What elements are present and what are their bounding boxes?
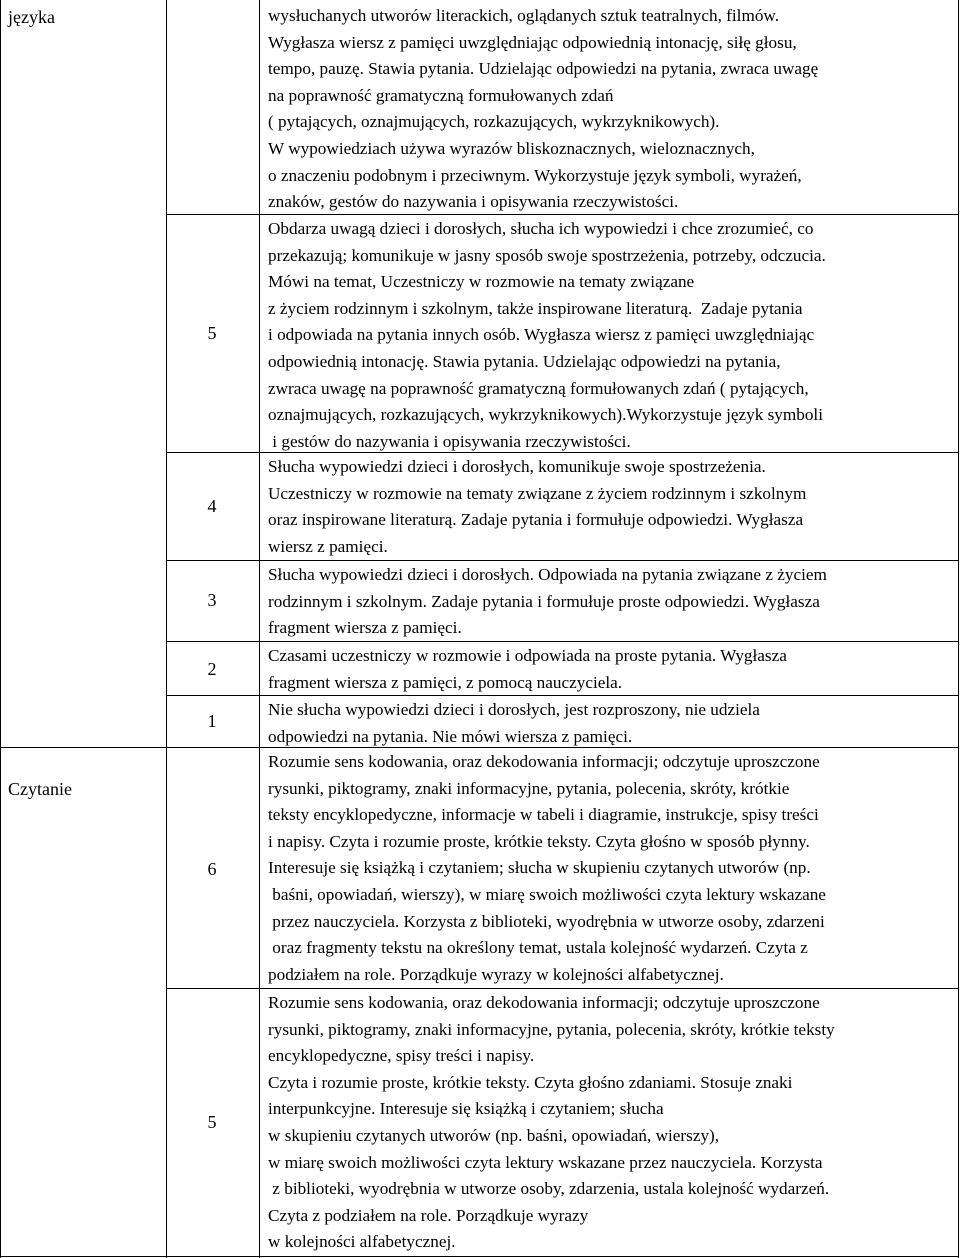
grade-cell: 2 xyxy=(207,659,217,679)
criteria-text xyxy=(268,697,958,750)
criteria-text xyxy=(268,3,958,216)
text-line: przez nauczyciela. Korzysta z biblioteki, wyodrębnia w utworze osoby, zdarzeni xyxy=(268,911,825,931)
text-line: o znaczeniu podobnym i przeciwnym. Wykorzystuje język symboli, wyrażeń, xyxy=(268,165,802,185)
text-line: tempo, pauzę. Stawia pytania. Udzielając odpowiedzi na pytania, zwraca uwagę xyxy=(268,59,819,79)
criteria-text xyxy=(268,562,958,642)
text-line: Czyta i rozumie proste, krótkie teksty. Czyta głośno zdaniami. Stosuje znaki xyxy=(268,1072,793,1092)
text-line: z życiem rodzinnym i szkolnym, także inspirowane literaturą. Zadaje pytania xyxy=(268,298,803,318)
text-line: Rozumie sens kodowania, oraz dekodowania informacji; odczytuje uproszczone xyxy=(268,993,820,1012)
text-line: oraz fragmenty tekstu na określony temat, ustala kolejność wydarzeń. Czyta z xyxy=(268,938,808,958)
text-line: teksty encyklopedyczne, informacje w tabeli i diagramie, instrukcje, spisy treści xyxy=(268,805,819,825)
text-line: w skupieniu czytanych utworów (np. baśni, opowiadań, wierszy), xyxy=(268,1125,720,1145)
text-line: Słucha wypowiedzi dzieci i dorosłych. Odpowiada na pytania związane z życiem xyxy=(268,565,827,584)
text-line: w kolejności alfabetycznej. xyxy=(268,1232,456,1252)
text-line: ( pytających, oznajmujących, rozkazujących, wykrzyknikowych). xyxy=(268,112,720,132)
text-line: wysłuchanych utworów literackich, oglądanych sztuk teatralnych, filmów. xyxy=(268,6,780,25)
text-line: i odpowiada na pytania innych osób. Wygłasza wiersz z pamięci uwzględniając xyxy=(268,325,815,345)
grade-cell: 4 xyxy=(207,496,217,516)
text-line: z biblioteki, wyodrębnia w utworze osoby, zdarzenia, ustala kolejność wydarzeń. xyxy=(268,1179,830,1199)
grade-cell: 5 xyxy=(207,1112,217,1132)
text-line: na poprawność gramatyczną formułowanych zdań xyxy=(268,85,614,105)
text-line: podziałem na role. Porządkuje wyrazy w kolejności alfabetycznej. xyxy=(268,964,724,984)
text-line: Wygłasza wiersz z pamięci uwzględniając odpowiednią intonację, siłę głosu, xyxy=(268,32,797,52)
criteria-text xyxy=(268,749,958,988)
text-line: encyklopedyczne, spisy treści i napisy. xyxy=(268,1046,535,1066)
text-line: i napisy. Czyta i rozumie proste, krótkie teksty. Czyta głośno w sposób płynny. xyxy=(268,831,810,851)
grade-cell: 1 xyxy=(207,711,217,731)
text-line: rodzinnym i szkolnym. Zadaje pytania i formułuje proste odpowiedzi. Wygłasza xyxy=(268,591,820,611)
text-line: Uczestniczy w rozmowie na tematy związane z życiem rodzinnym i szkolnym xyxy=(268,483,807,503)
criteria-text xyxy=(268,216,958,455)
text-line: przekazują; komunikuje w jasny sposób swoje spostrzeżenia, potrzeby, odczucia. xyxy=(268,245,826,265)
criteria-text xyxy=(268,643,958,696)
text-line: interpunkcyjne. Interesuje się książką i czytaniem; słucha xyxy=(268,1099,664,1119)
grade-cell: 5 xyxy=(207,323,217,343)
text-line: baśni, opowiadań, wierszy), w miarę swoich możliwości czyta lektury wskazane xyxy=(268,884,826,904)
text-line: Interesuje się książką i czytaniem; słucha w skupieniu czytanych utworów (np. xyxy=(268,858,811,878)
section-label-jezyka: języka xyxy=(8,7,55,27)
text-line: fragment wiersza z pamięci, z pomocą nauczyciela. xyxy=(268,672,623,692)
text-line: rysunki, piktogramy, znaki informacyjne, pytania, polecenia, skróty, krótkie xyxy=(268,778,790,798)
text-line: rysunki, piktogramy, znaki informacyjne, pytania, polecenia, skróty, krótkie teksty xyxy=(268,1019,835,1039)
text-line: Czasami uczestniczy w rozmowie i odpowiada na proste pytania. Wygłasza xyxy=(268,646,787,665)
section-label-czytanie: Czytanie xyxy=(8,779,72,799)
text-line: i gestów do nazywania i opisywania rzeczywistości. xyxy=(268,431,631,451)
text-line: Mówi na temat, Uczestniczy w rozmowie na tematy związane xyxy=(268,272,695,292)
text-line: zwraca uwagę na poprawność gramatyczną formułowanych zdań ( pytających, xyxy=(268,378,809,398)
grade-cell: 3 xyxy=(207,590,217,610)
text-line: w miarę swoich możliwości czyta lektury wskazane przez nauczyciela. Korzysta xyxy=(268,1152,823,1172)
criteria-text xyxy=(268,990,958,1256)
text-line: Rozumie sens kodowania, oraz dekodowania informacji; odczytuje uproszczone xyxy=(268,752,820,771)
text-line: odpowiedzi na pytania. Nie mówi wiersza z pamięci. xyxy=(268,726,633,746)
grade-cell: 6 xyxy=(207,859,217,879)
text-line: W wypowiedziach używa wyrazów bliskoznacznych, wieloznacznych, xyxy=(268,138,755,158)
text-line: oznajmujących, rozkazujących, wykrzyknikowych).Wykorzystuje język symboli xyxy=(268,405,823,425)
text-line: Obdarza uwagą dzieci i dorosłych, słucha ich wypowiedzi i chce zrozumieć, co xyxy=(268,219,814,238)
text-line: Nie słucha wypowiedzi dzieci i dorosłych, jest rozproszony, nie udziela xyxy=(268,700,760,719)
text-line: Słucha wypowiedzi dzieci i dorosłych, komunikuje swoje spostrzeżenia. xyxy=(268,457,766,476)
text-line: fragment wiersza z pamięci. xyxy=(268,618,462,638)
text-line: odpowiednią intonację. Stawia pytania. Udzielając odpowiedzi na pytania, xyxy=(268,351,781,371)
criteria-text xyxy=(268,454,958,560)
text-line: oraz inspirowane literaturą. Zadaje pytania i formułuje odpowiedzi. Wygłasza xyxy=(268,510,804,530)
text-line: znaków, gestów do nazywania i opisywania rzeczywistości. xyxy=(268,192,679,212)
text-line: wiersz z pamięci. xyxy=(268,536,388,556)
text-line: Czyta z podziałem na role. Porządkuje wyrazy xyxy=(268,1205,589,1225)
